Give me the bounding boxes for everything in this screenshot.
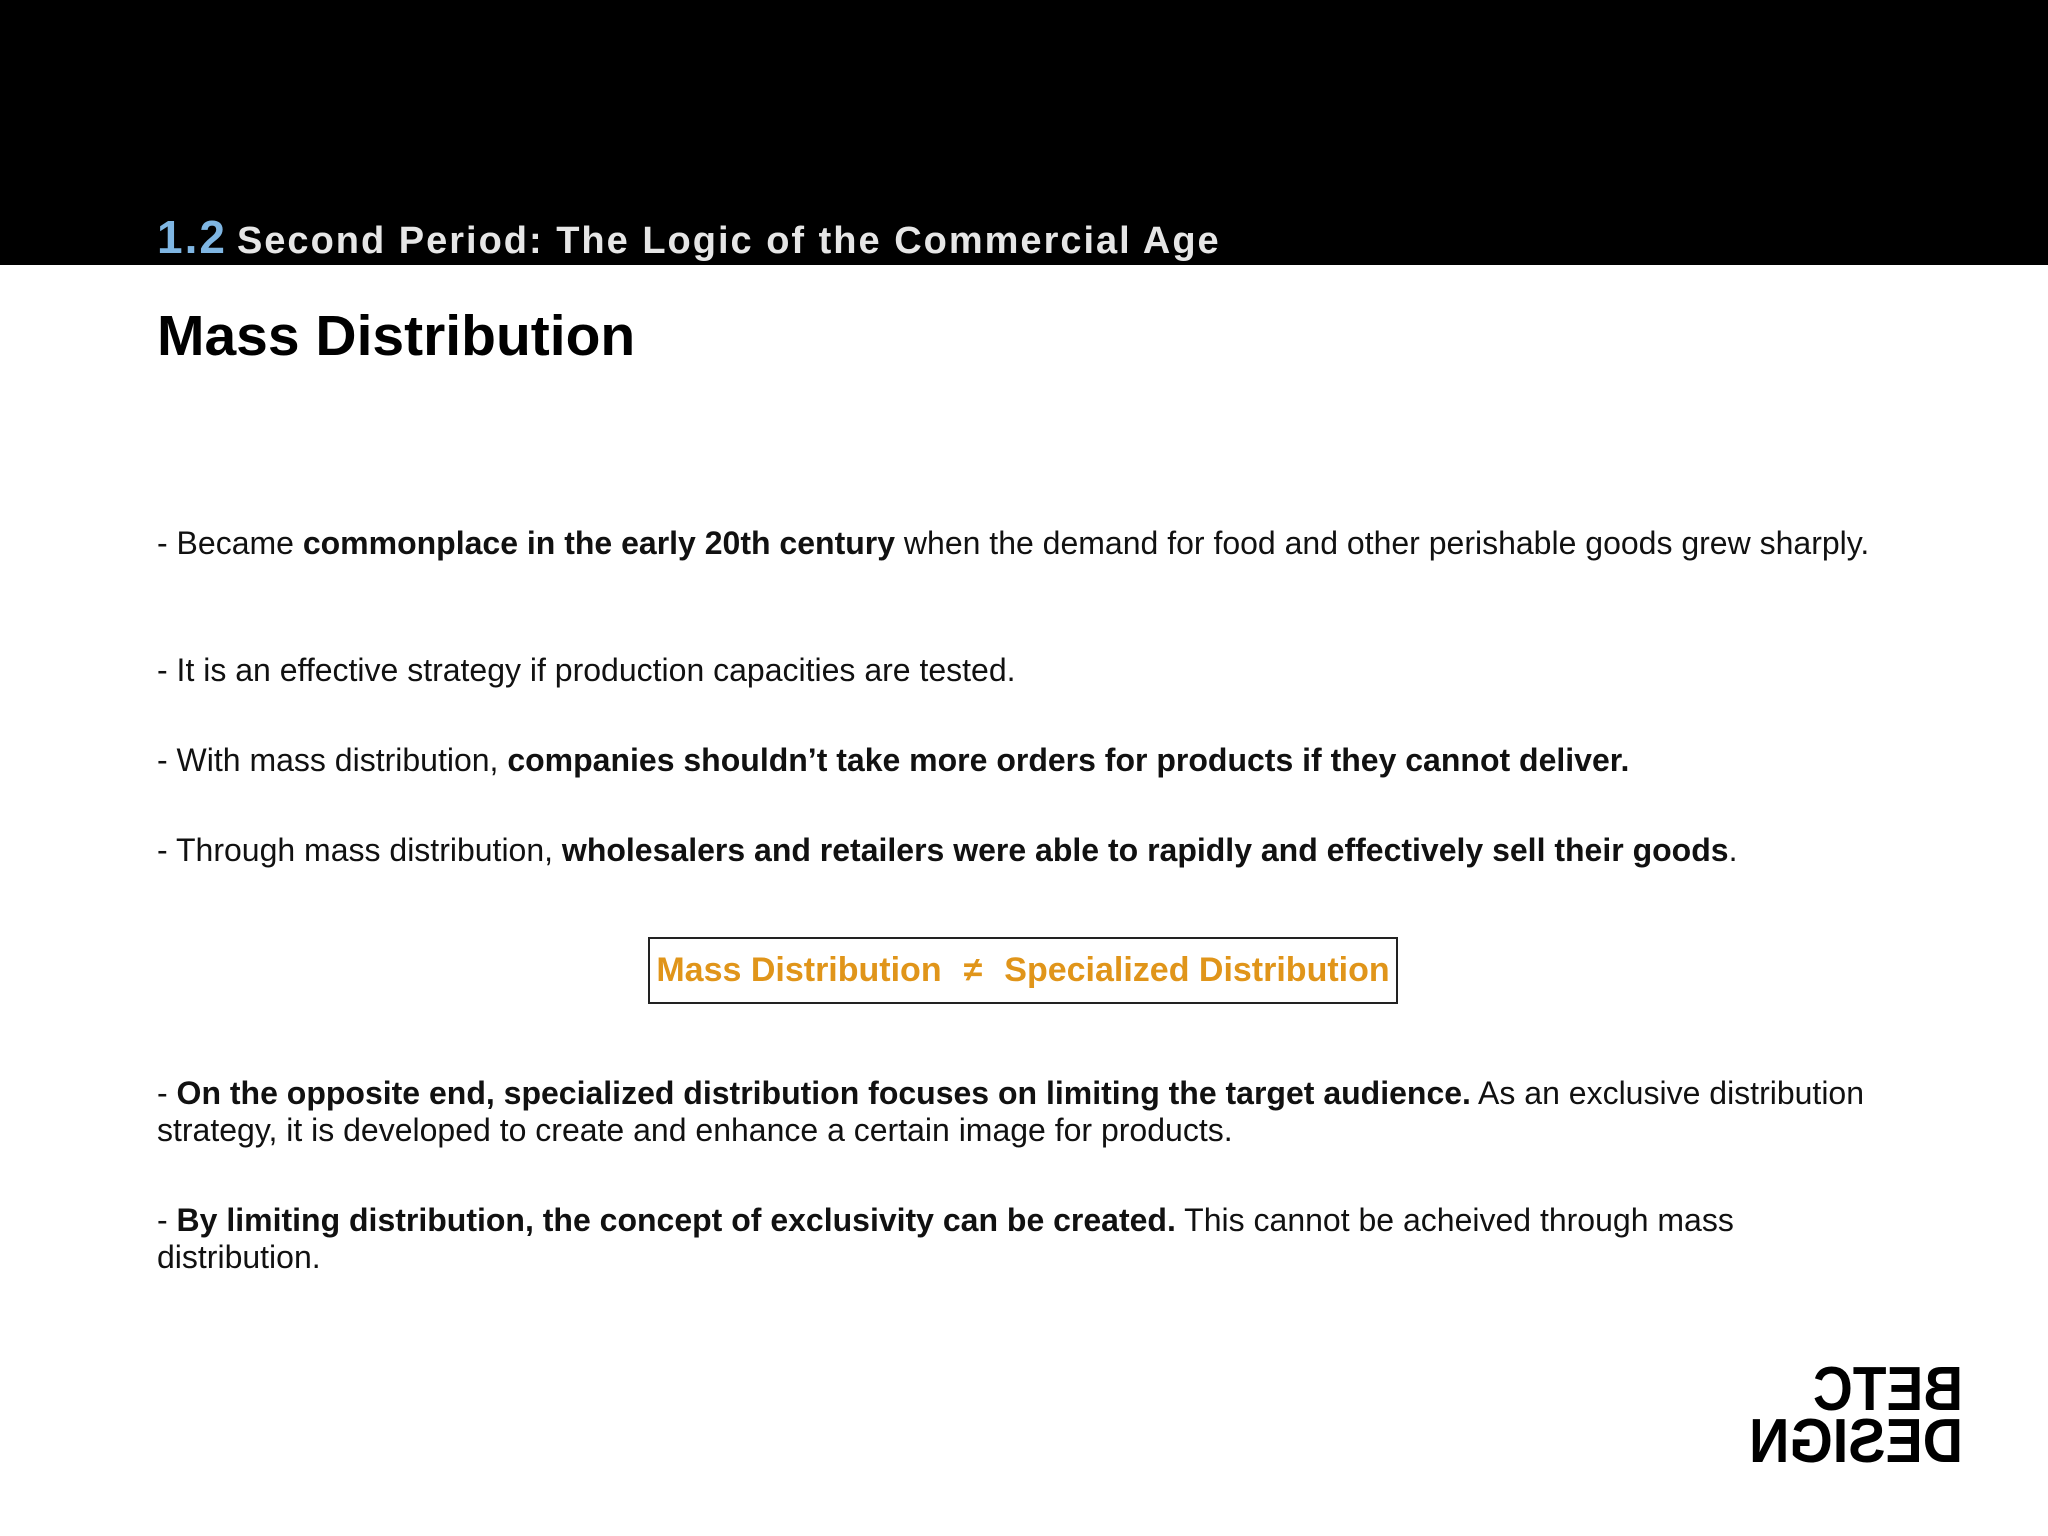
bullet-item xyxy=(157,1202,1897,1276)
bullet-emphasis: By limiting distribution, the concept of exclusivity can be created. xyxy=(176,1202,1176,1238)
bullet-dash: - xyxy=(157,652,177,688)
bullet-text: With mass distribution, xyxy=(176,742,508,778)
bullet-text: Became xyxy=(176,525,303,561)
bullet-dash: - xyxy=(157,832,176,868)
bullet-item xyxy=(157,652,1897,689)
comparison-box xyxy=(648,937,1398,1004)
bullet-emphasis: On the opposite end, specialized distribution focuses on limiting the target audience. xyxy=(176,1075,1471,1111)
bullet-item xyxy=(157,1075,1897,1149)
bullet-text: Through mass distribution, xyxy=(175,832,562,868)
bullet-item xyxy=(157,832,1897,869)
bullet-text: As an exclusive distribution strategy, it is developed to create and enhance a certain image for products. xyxy=(157,1075,1865,1148)
bullet-item xyxy=(157,525,1897,562)
bullet-text: when the demand for food and other perishable goods grew sharply. xyxy=(895,525,1870,561)
not-equal-icon: ≠ xyxy=(963,951,983,989)
bullet-emphasis: wholesalers and retailers were able to rapidly and effectively sell their goods xyxy=(561,832,1729,868)
bullet-dash: - xyxy=(157,742,177,778)
bullet-item xyxy=(157,742,1897,779)
comparison-left: Mass Distribution xyxy=(656,951,942,989)
betc-design-logo-icon xyxy=(1745,1362,1965,1464)
bullet-dash: - xyxy=(157,1202,177,1238)
bullet-emphasis: companies shouldn’t take more orders for products if they cannot deliver. xyxy=(507,742,1630,778)
logo-line-1: BETC xyxy=(1813,1362,1963,1424)
section-heading xyxy=(157,210,1221,264)
logo-line-2: DESIGN xyxy=(1749,1407,1963,1464)
page-title: Mass Distribution xyxy=(157,304,636,368)
bullet-text: It is an effective strategy if production capacities are tested. xyxy=(176,652,1016,688)
bullet-text: This cannot be acheived through mass distribution. xyxy=(157,1202,1734,1275)
bullet-text: . xyxy=(1728,832,1738,868)
comparison-right: Specialized Distribution xyxy=(1004,951,1390,989)
section-number: 1.2 xyxy=(157,211,227,263)
bullet-emphasis: commonplace in the early 20th century xyxy=(302,525,896,561)
bullet-dash: - xyxy=(157,1075,177,1111)
section-title: Second Period: The Logic of the Commercial Age xyxy=(236,220,1221,262)
bullet-dash: - xyxy=(157,525,177,561)
